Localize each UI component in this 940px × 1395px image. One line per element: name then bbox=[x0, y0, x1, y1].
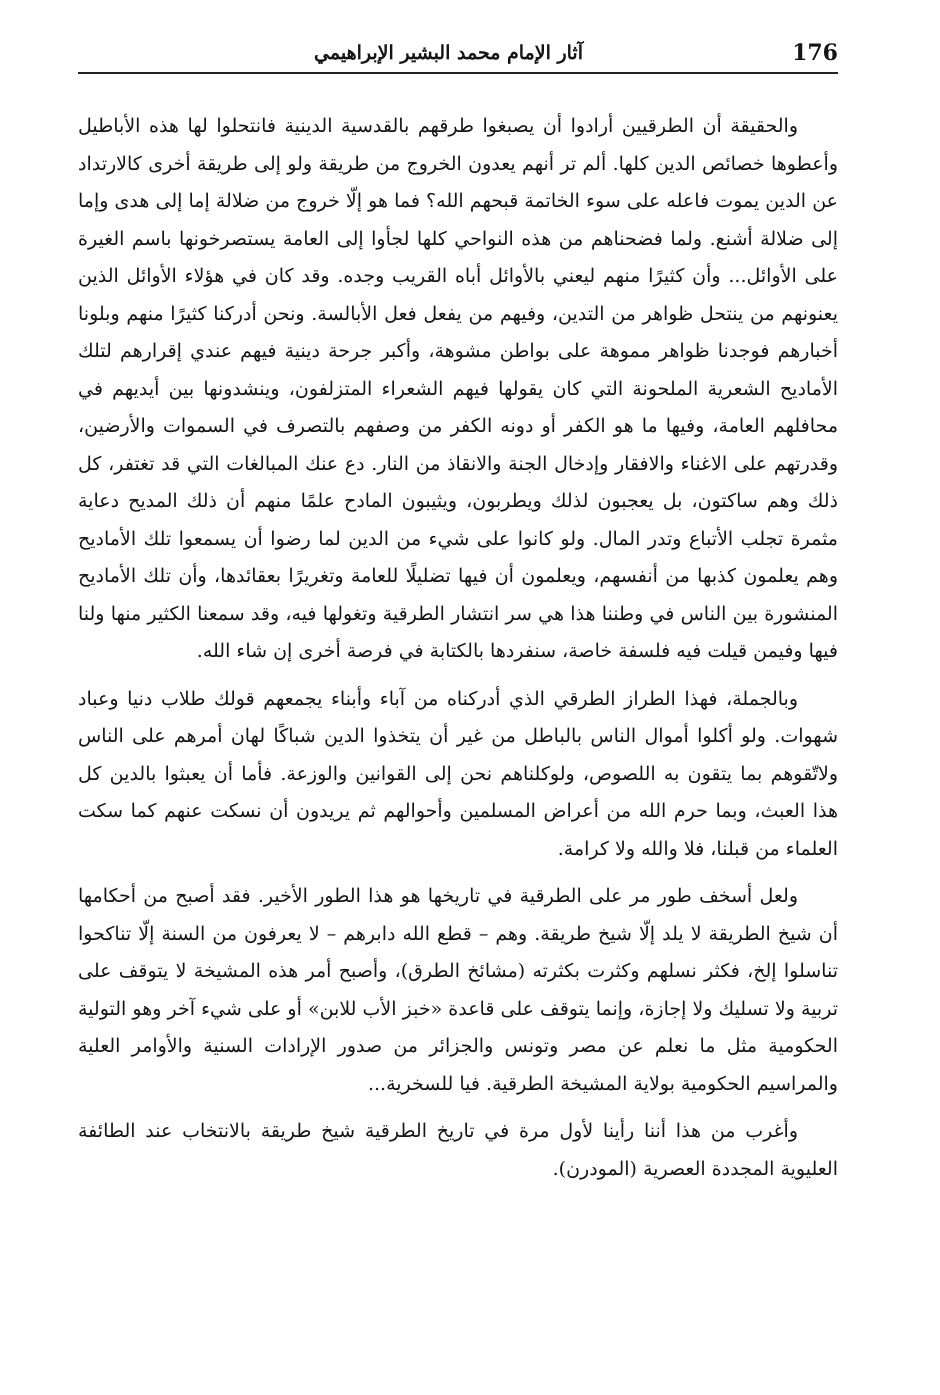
running-title: آثار الإمام محمد البشير الإبراهيمي bbox=[314, 42, 583, 64]
page-body bbox=[78, 108, 838, 1198]
book-page bbox=[78, 36, 838, 1356]
paragraph-2: وبالجملة، فهذا الطراز الطرقي الذي أدركناه من آباء وأبناء يجمعهم قولك طلاب دنيا وعباد شهوات. ولو أكلوا أموال الناس بالباطل من غير أن يتخذوا الدين شباكًا لهان أمرهم على الناس ولاتّقوهم بما يتقون به اللصوص، ولوكلناهم نحن إلى القوانين والوزعة. فأما أن يعبثوا بالدين كل هذا العبث، وبما حرم الله من أعراض المسلمين وأحوالهم ثم يريدون أن نسكت عنهم كما سكت العلماء من قبلنا، فلا والله ولا كرامة. bbox=[78, 687, 838, 860]
paragraph-4: وأغرب من هذا أننا رأينا لأول مرة في تاريخ الطرقية شيخ طريقة بالانتخاب عند الطائفة العليوية المجددة العصرية (المودرن). bbox=[78, 1120, 838, 1180]
page-number: 176 bbox=[792, 40, 838, 66]
header-rule bbox=[78, 72, 838, 74]
page-header bbox=[78, 36, 838, 76]
paragraph-1: والحقيقة أن الطرقيين أرادوا أن يصبغوا طرقهم بالقدسية الدينية فانتحلوا لها هذه الأباطيل وأعطوها خصائص الدين كلها. ألم تر أنهم يعدون الخروج من طريقة ولو إلى طريقة أخرى كالارتداد عن الدين يموت فاعله على سوء الخاتمة قبحهم الله؟ فما هو إلّا خروج من ضلالة إما إلى هدى وإما إلى ضلالة أشنع. ولما فضحناهم من هذه النواحي كلها لجأوا إلى العامة يستصرخونها باسم الغيرة على الأوائل... وأن كثيرًا منهم ليعني بالأوائل أباه القريب وجده. وقد كان في هؤلاء الأوائل الذين يعنونهم من ينتحل ظواهر من التدين، وفيهم من يفعل فعل الأبالسة. ونحن أدركنا كثيرًا منهم وبلونا أخبارهم فوجدنا ظواهر مموهة على بواطن مشوهة، وأكبر جرحة دينية فيهم عندي إقرارهم لتلك الأماديح الشعرية الملحونة التي كان يقولها فيهم الشعراء المتزلفون، وينشدونها بين أيديهم في محافلهم العامة، وفيها ما هو الكفر أو دونه الكفر من وصفهم بالتصرف في السموات والأرضين، وقدرتهم على الاغناء والافقار وإدخال الجنة والانقاذ من النار. دع عنك المبالغات التي قد تغتفر، كل ذلك وهم ساكتون، بل يعجبون لذلك ويطربون، ويثيبون المادح علمًا منهم أن ذلك المديح دعاية مثمرة تجلب الأتباع وتدر المال. ولو كانوا على شيء من الدين لما رضوا أن يسمعوا تلك الأماديح وهم يعلمون كذبها من أنفسهم، ويعلمون أن فيها تضليلًا للعامة وتغريرًا بعقائدها، وأن تلك الأماديح المنشورة بين الناس في وطننا هذا هي سر انتشار الطرقية وتغولها فيه، وقد سمعنا الكثير منها ولنا فيها وفيمن قيلت فيه فلسفة خاصة، سنفردها بالكتابة في فرصة أخرى إن شاء الله. bbox=[78, 115, 838, 662]
paragraph-3: ولعل أسخف طور مر على الطرقية في تاريخها هو هذا الطور الأخير. فقد أصبح من أحكامها أن شيخ الطريقة لا يلد إلّا شيخ طريقة. وهم – قطع الله دابرهم – لا يعرفون من السنة إلّا تناكحوا تناسلوا إلخ، فكثر نسلهم وكثرت بكثرته (مشائخ الطرق)، وأصبح أمر هذه المشيخة لا يتوقف على تربية ولا تسليك ولا إجازة، وإنما يتوقف على قاعدة «خبز الأب للابن» أو على شيء آخر وهو التولية الحكومية مثل ما نعلم عن مصر وتونس والجزائر من صدور الإرادات السنية والأوامر العلية والمراسيم الحكومية بولاية المشيخة الطرقية. فيا للسخرية... bbox=[78, 885, 838, 1095]
